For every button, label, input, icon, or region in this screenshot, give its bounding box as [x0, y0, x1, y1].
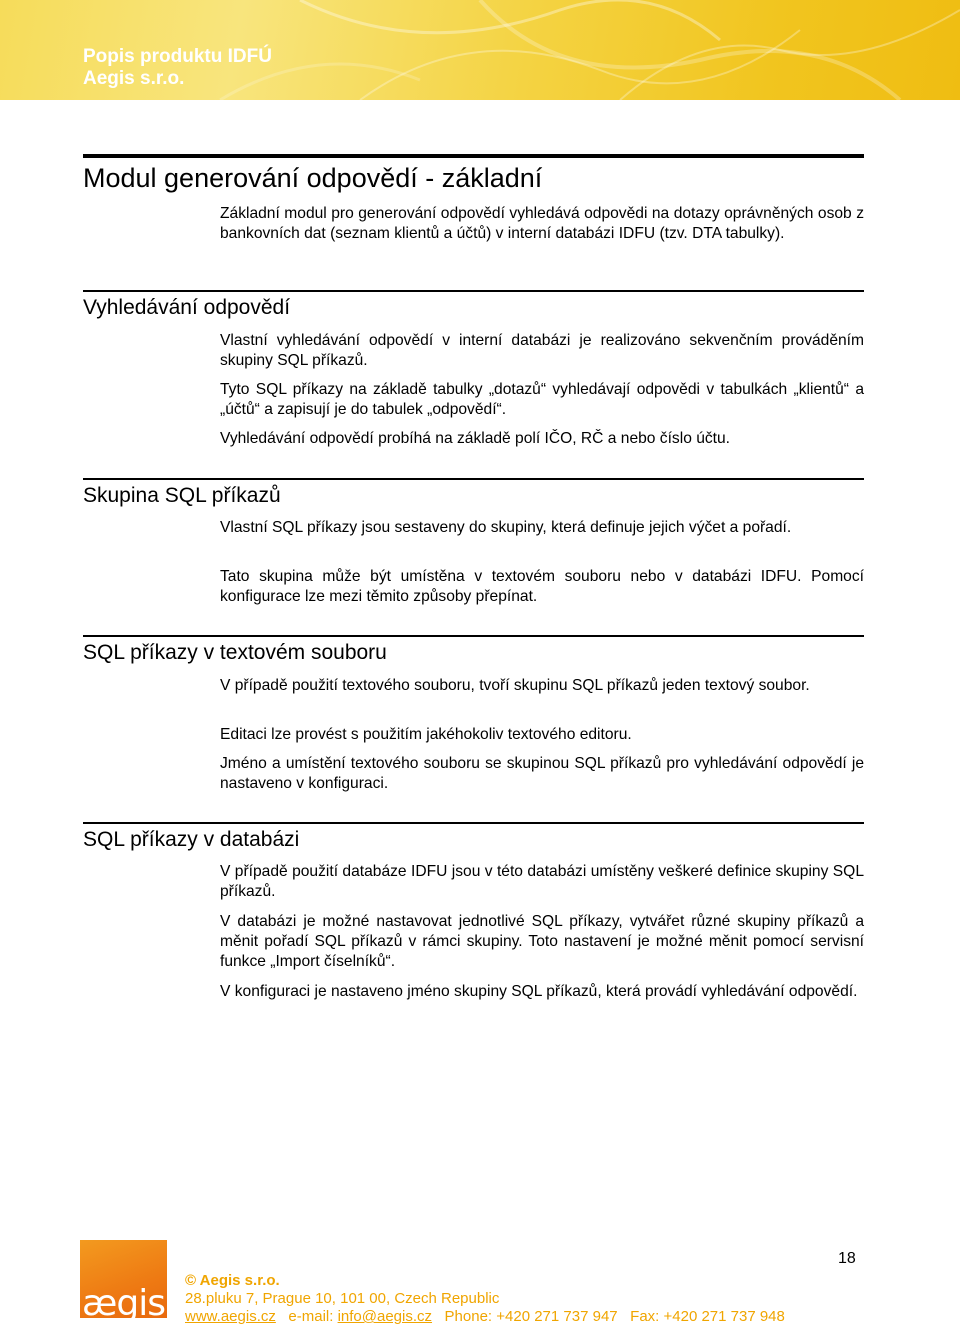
footer-company: © Aegis s.r.o. — [185, 1272, 280, 1289]
section-paragraph: Editaci lze provést s použitím jakéhokoliv textového editoru. — [220, 726, 632, 743]
section-paragraph: V případě použití textového souboru, tvoří skupinu SQL příkazů jeden textový soubor. — [220, 677, 810, 694]
intro-paragraph: Základní modul pro generování odpovědí vyhledává odpovědi na dotazy oprávněných osob z bankovních dat (seznam klientů a účtů) v interní databázi IDFU (tzv. DTA tabulky). — [220, 205, 864, 242]
section-heading: SQL příkazy v textovém souboru — [83, 641, 387, 664]
aegis-logo — [80, 1240, 167, 1324]
section-heading: Vyhledávání odpovědí — [83, 296, 291, 319]
section-rule — [83, 478, 864, 480]
section-paragraph: Tato skupina může být umístěna v textovém souboru nebo v databázi IDFU. Pomocí konfigurace lze mezi těmito způsoby přepínat. — [220, 568, 864, 605]
section-heading: SQL příkazy v databázi — [83, 828, 300, 851]
footer-phone: Phone: +420 271 737 947 — [444, 1308, 618, 1325]
header-title: Popis produktu IDFÚ — [83, 46, 272, 67]
section-paragraph: Tyto SQL příkazy na základě tabulky „dotazů“ vyhledávají odpovědi v tabulkách „klientů“ a „účtů“ a zapisují je do tabulek „odpovědí“. — [220, 381, 864, 418]
footer-contact — [185, 1272, 785, 1326]
footer-fax: Fax: +420 271 737 948 — [630, 1308, 785, 1325]
section-rule — [83, 822, 864, 824]
footer-address: 28.pluku 7, Prague 10, 101 00, Czech Republic — [185, 1290, 500, 1307]
section-heading: Skupina SQL příkazů — [83, 484, 281, 507]
section-paragraph: Jméno a umístění textového souboru se skupinou SQL příkazů pro vyhledávání odpovědí je nastaveno v konfiguraci. — [220, 755, 864, 792]
section-paragraph: Vlastní SQL příkazy jsou sestaveny do skupiny, která definuje jejich výčet a pořadí. — [220, 519, 792, 536]
title-rule — [83, 154, 864, 158]
website-link[interactable]: www.aegis.cz — [185, 1308, 276, 1325]
header-banner — [0, 0, 960, 100]
email-label: e-mail: — [288, 1308, 334, 1325]
section-paragraph: Vlastní vyhledávání odpovědí v interní databázi je realizováno sekvenčním prováděním skupiny SQL příkazů. — [220, 332, 864, 369]
section-paragraph: V databázi je možné nastavovat jednotlivé SQL příkazy, vytvářet různé skupiny příkazů a měnit pořadí SQL příkazů v rámci skupiny. Toto nastavení je možné měnit pomocí servisní funkce „Import číselníků“. — [220, 913, 864, 970]
header-company: Aegis s.r.o. — [83, 68, 185, 89]
page-number: 18 — [838, 1250, 856, 1267]
logo-text: ægis — [82, 1283, 165, 1324]
section-paragraph: V konfiguraci je nastaveno jméno skupiny SQL příkazů, která provádí vyhledávání odpovědí. — [220, 983, 858, 1000]
email-link[interactable]: info@aegis.cz — [337, 1308, 433, 1325]
section-paragraph: Vyhledávání odpovědí probíhá na základě polí IČO, RČ a nebo číslo účtu. — [220, 430, 731, 447]
page-title: Modul generování odpovědí - základní — [83, 163, 543, 193]
section-rule — [83, 635, 864, 637]
section-rule — [83, 290, 864, 292]
section-paragraph: V případě použití databáze IDFU jsou v této databázi umístěny veškeré definice skupiny SQL příkazů. — [220, 863, 864, 900]
